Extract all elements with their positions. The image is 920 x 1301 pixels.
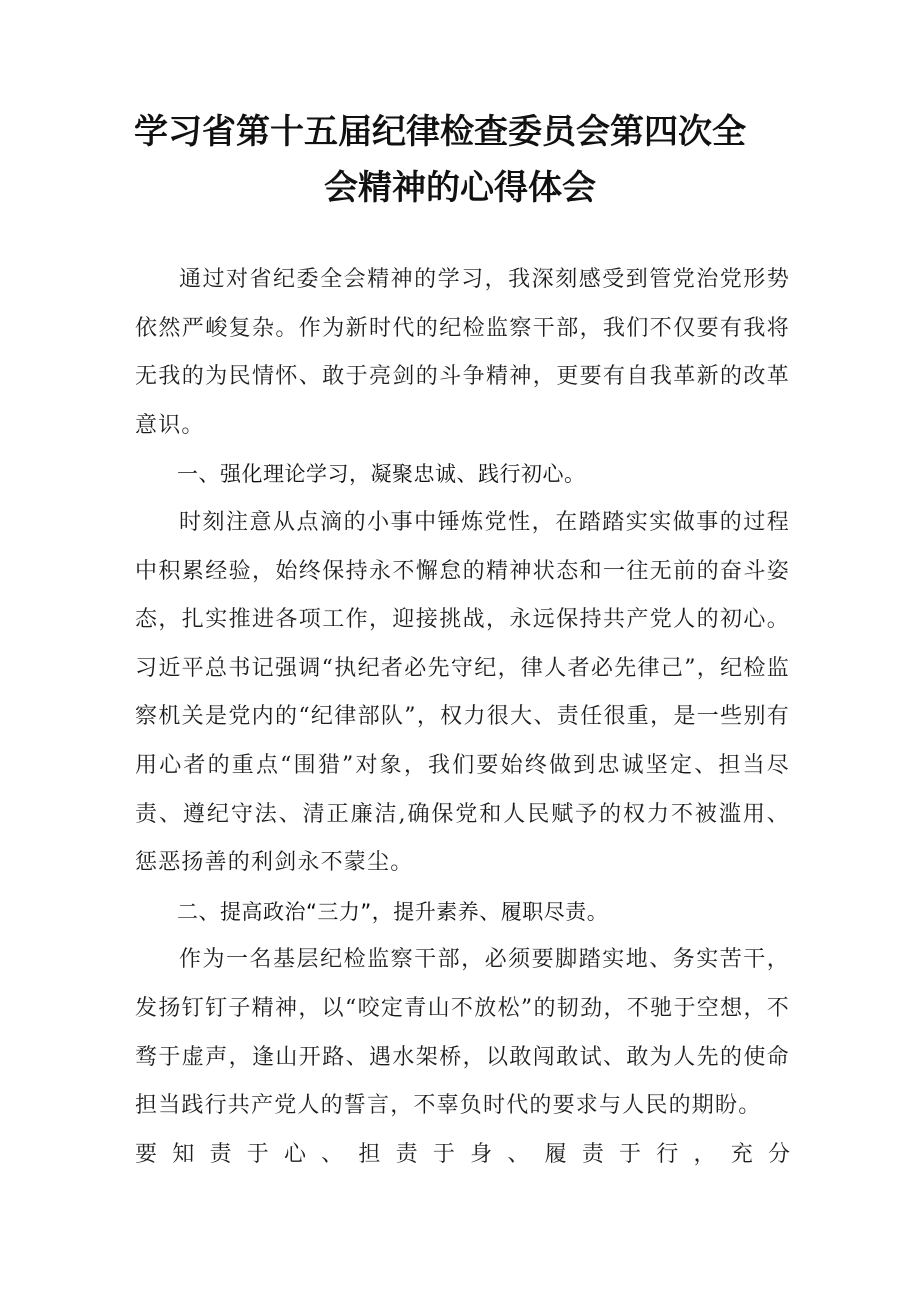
continuation-char: 心 [283,1141,306,1167]
continuation-char: 责 [209,1141,232,1167]
continuation-char: 要 [135,1141,158,1167]
section-2-paragraph: 作为一名基层纪检监察干部，必须要脚踏实地、务实苦干，发扬钉钉子精神，以“咬定青山不放松”的韧劲，不驰于空想，不骛于虚声，逢山开路、遇水架桥，以敢闯敢试、敢为人先的使命担当践行共产党人的誓言，不辜负时代的要求与人民的期盼。 [135,947,790,1119]
continuation-char: 责 [395,1141,418,1167]
section-1-heading: 一、强化理论学习，凝聚忠诚、践行初心。 [177,462,586,487]
continuation-char: 分 [767,1141,790,1167]
continuation-char: 于 [619,1141,642,1167]
title-line-1: 学习省第十五届纪律检查委员会第四次全 [134,112,746,152]
section-2-continuation-line [135,1131,790,1180]
continuation-char: 担 [358,1141,381,1167]
section-2-heading: 二、提高政治“三力”，提升素养、履职尽责。 [177,899,609,924]
intro-paragraph: 通过对省纪委全会精神的学习，我深刻感受到管党治党形势依然严峻复杂。作为新时代的纪检监察干部，我们不仅要有我将无我的为民情怀、敢于亮剑的斗争精神，更要有自我革新的改革意识。 [135,267,790,438]
continuation-char: 知 [172,1141,195,1167]
continuation-char: ， [693,1141,716,1167]
document-body [135,256,790,1179]
section-1-paragraph: 时刻注意从点滴的小事中锤炼党性，在踏踏实实做事的过程中积累经验，始终保持永不懈怠的精神状态和一往无前的奋斗姿态，扎实推进各项工作，迎接挑战，永远保持共产党人的初心。习近平总书记强调“执纪者必先守纪，律人者必先律己”，纪检监察机关是党内的“纪律部队”，权力很大、责任很重，是一些别有用心者的重点“围猎”对象，我们要始终做到忠诚坚定、担当尽责、遵纪守法、清正廉洁,确保党和人民赋予的权力不被滥用、惩恶扬善的利剑永不蒙尘。 [135,509,790,876]
continuation-char: 责 [581,1141,604,1167]
continuation-char: 、 [507,1141,530,1167]
title-line-2: 会精神的心得体会 [324,168,596,208]
continuation-char: 充 [730,1141,753,1167]
continuation-char: 行 [656,1141,679,1167]
continuation-char: 履 [544,1141,567,1167]
document-title [100,104,820,216]
continuation-char: 、 [321,1141,344,1167]
continuation-char: 于 [432,1141,455,1167]
continuation-char: 于 [246,1141,269,1167]
continuation-char: 身 [470,1141,493,1167]
